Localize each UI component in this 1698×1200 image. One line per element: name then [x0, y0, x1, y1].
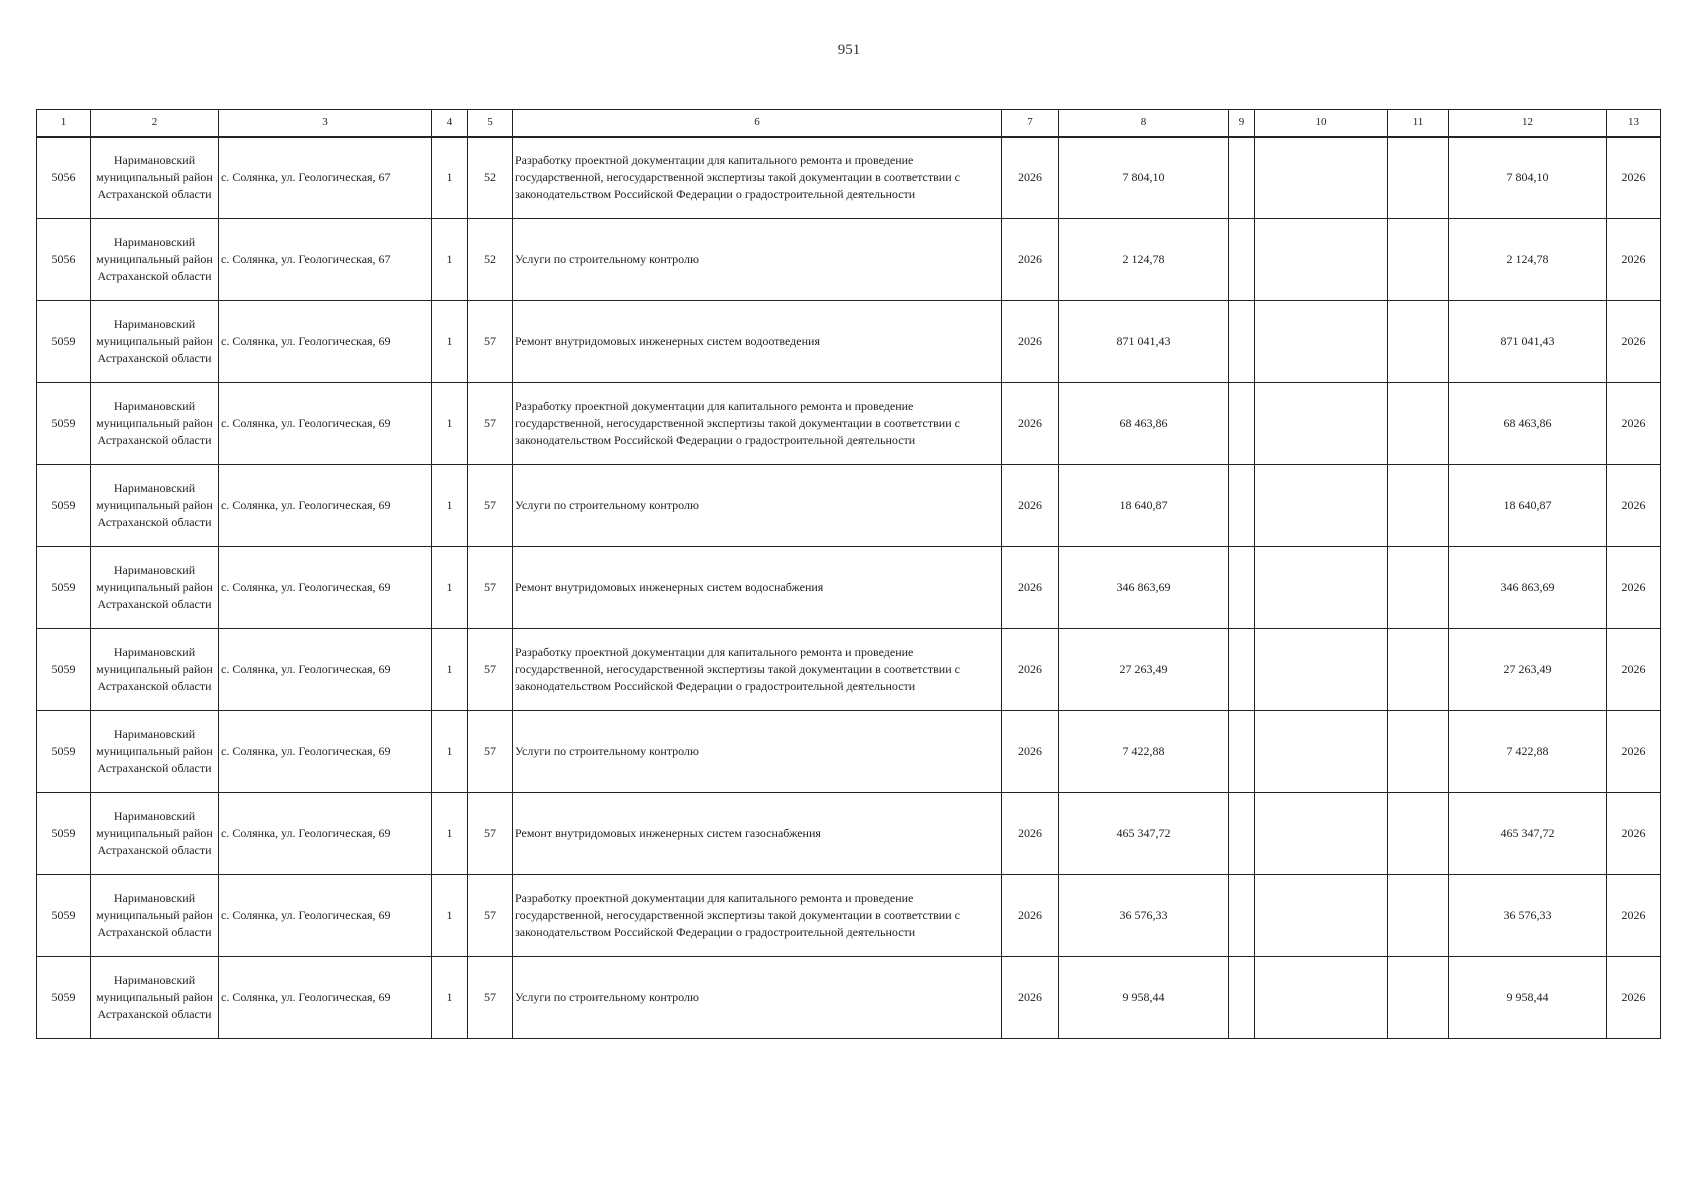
col9-cell — [1229, 547, 1255, 629]
col4-cell: 1 — [432, 137, 468, 219]
col10-cell — [1255, 301, 1388, 383]
total-cost-cell: 871 041,43 — [1059, 301, 1229, 383]
end-year-cell: 2026 — [1607, 547, 1661, 629]
col9-cell — [1229, 629, 1255, 711]
col5-cell: 57 — [468, 465, 513, 547]
fund-cost-cell: 68 463,86 — [1449, 383, 1607, 465]
total-cost-cell: 27 263,49 — [1059, 629, 1229, 711]
table-row — [37, 383, 1661, 465]
address-cell: с. Солянка, ул. Геологическая, 69 — [219, 957, 432, 1039]
col11-cell — [1388, 137, 1449, 219]
column-header: 3 — [219, 110, 432, 137]
work-type-cell: Ремонт внутридомовых инженерных систем водоотведения — [513, 301, 1002, 383]
fund-cost-cell: 346 863,69 — [1449, 547, 1607, 629]
col5-cell: 57 — [468, 547, 513, 629]
municipality-cell: Наримановский муниципальный район Астраханской области — [91, 957, 219, 1039]
year-cell: 2026 — [1002, 875, 1059, 957]
year-cell: 2026 — [1002, 137, 1059, 219]
record-id-cell: 5056 — [37, 137, 91, 219]
col9-cell — [1229, 465, 1255, 547]
address-cell: с. Солянка, ул. Геологическая, 67 — [219, 219, 432, 301]
total-cost-cell: 68 463,86 — [1059, 383, 1229, 465]
col10-cell — [1255, 137, 1388, 219]
total-cost-cell: 7 422,88 — [1059, 711, 1229, 793]
column-header: 5 — [468, 110, 513, 137]
col11-cell — [1388, 465, 1449, 547]
total-cost-cell: 7 804,10 — [1059, 137, 1229, 219]
col11-cell — [1388, 957, 1449, 1039]
header-row — [37, 110, 1661, 137]
fund-cost-cell: 36 576,33 — [1449, 875, 1607, 957]
end-year-cell: 2026 — [1607, 465, 1661, 547]
col5-cell: 52 — [468, 219, 513, 301]
record-id-cell: 5056 — [37, 219, 91, 301]
municipality-cell: Наримановский муниципальный район Астраханской области — [91, 301, 219, 383]
record-id-cell: 5059 — [37, 383, 91, 465]
year-cell: 2026 — [1002, 711, 1059, 793]
work-type-cell: Ремонт внутридомовых инженерных систем водоснабжения — [513, 547, 1002, 629]
work-type-cell: Услуги по строительному контролю — [513, 219, 1002, 301]
year-cell: 2026 — [1002, 465, 1059, 547]
year-cell: 2026 — [1002, 629, 1059, 711]
col4-cell: 1 — [432, 629, 468, 711]
col5-cell: 57 — [468, 629, 513, 711]
table-body — [37, 137, 1661, 1039]
record-id-cell: 5059 — [37, 957, 91, 1039]
col9-cell — [1229, 137, 1255, 219]
year-cell: 2026 — [1002, 219, 1059, 301]
total-cost-cell: 9 958,44 — [1059, 957, 1229, 1039]
col9-cell — [1229, 875, 1255, 957]
col9-cell — [1229, 711, 1255, 793]
table-header — [37, 110, 1661, 137]
table-row — [37, 137, 1661, 219]
end-year-cell: 2026 — [1607, 957, 1661, 1039]
address-cell: с. Солянка, ул. Геологическая, 69 — [219, 793, 432, 875]
work-type-cell: Услуги по строительному контролю — [513, 957, 1002, 1039]
municipality-cell: Наримановский муниципальный район Астраханской области — [91, 465, 219, 547]
col4-cell: 1 — [432, 957, 468, 1039]
repair-plan-table — [36, 109, 1661, 1039]
col10-cell — [1255, 711, 1388, 793]
col10-cell — [1255, 383, 1388, 465]
table-row — [37, 547, 1661, 629]
col11-cell — [1388, 301, 1449, 383]
col11-cell — [1388, 711, 1449, 793]
record-id-cell: 5059 — [37, 793, 91, 875]
table-row — [37, 957, 1661, 1039]
end-year-cell: 2026 — [1607, 137, 1661, 219]
col10-cell — [1255, 219, 1388, 301]
col4-cell: 1 — [432, 465, 468, 547]
municipality-cell: Наримановский муниципальный район Астраханской области — [91, 219, 219, 301]
col9-cell — [1229, 219, 1255, 301]
year-cell: 2026 — [1002, 383, 1059, 465]
col5-cell: 57 — [468, 711, 513, 793]
column-header: 6 — [513, 110, 1002, 137]
record-id-cell: 5059 — [37, 875, 91, 957]
fund-cost-cell: 7 422,88 — [1449, 711, 1607, 793]
end-year-cell: 2026 — [1607, 383, 1661, 465]
col11-cell — [1388, 629, 1449, 711]
column-header: 13 — [1607, 110, 1661, 137]
col11-cell — [1388, 875, 1449, 957]
fund-cost-cell: 7 804,10 — [1449, 137, 1607, 219]
municipality-cell: Наримановский муниципальный район Астраханской области — [91, 137, 219, 219]
fund-cost-cell: 27 263,49 — [1449, 629, 1607, 711]
municipality-cell: Наримановский муниципальный район Астраханской области — [91, 711, 219, 793]
col5-cell: 57 — [468, 383, 513, 465]
municipality-cell: Наримановский муниципальный район Астраханской области — [91, 629, 219, 711]
col4-cell: 1 — [432, 875, 468, 957]
end-year-cell: 2026 — [1607, 793, 1661, 875]
column-header: 12 — [1449, 110, 1607, 137]
col4-cell: 1 — [432, 793, 468, 875]
column-header: 7 — [1002, 110, 1059, 137]
address-cell: с. Солянка, ул. Геологическая, 67 — [219, 137, 432, 219]
column-header: 8 — [1059, 110, 1229, 137]
work-type-cell: Разработку проектной документации для капитального ремонта и проведение государственной, негосударственной экспертизы такой документации в соответствии с законодательством Российской Федерации о градостроительной деятельности — [513, 629, 1002, 711]
col11-cell — [1388, 547, 1449, 629]
record-id-cell: 5059 — [37, 629, 91, 711]
address-cell: с. Солянка, ул. Геологическая, 69 — [219, 301, 432, 383]
total-cost-cell: 18 640,87 — [1059, 465, 1229, 547]
col5-cell: 52 — [468, 137, 513, 219]
record-id-cell: 5059 — [37, 547, 91, 629]
total-cost-cell: 346 863,69 — [1059, 547, 1229, 629]
col9-cell — [1229, 957, 1255, 1039]
end-year-cell: 2026 — [1607, 219, 1661, 301]
fund-cost-cell: 871 041,43 — [1449, 301, 1607, 383]
col10-cell — [1255, 465, 1388, 547]
fund-cost-cell: 9 958,44 — [1449, 957, 1607, 1039]
fund-cost-cell: 465 347,72 — [1449, 793, 1607, 875]
work-type-cell: Ремонт внутридомовых инженерных систем газоснабжения — [513, 793, 1002, 875]
col5-cell: 57 — [468, 301, 513, 383]
address-cell: с. Солянка, ул. Геологическая, 69 — [219, 629, 432, 711]
col5-cell: 57 — [468, 875, 513, 957]
address-cell: с. Солянка, ул. Геологическая, 69 — [219, 465, 432, 547]
year-cell: 2026 — [1002, 547, 1059, 629]
work-type-cell: Разработку проектной документации для капитального ремонта и проведение государственной, негосударственной экспертизы такой документации в соответствии с законодательством Российской Федерации о градостроительной деятельности — [513, 137, 1002, 219]
work-type-cell: Услуги по строительному контролю — [513, 465, 1002, 547]
end-year-cell: 2026 — [1607, 629, 1661, 711]
col9-cell — [1229, 793, 1255, 875]
col10-cell — [1255, 875, 1388, 957]
col10-cell — [1255, 629, 1388, 711]
record-id-cell: 5059 — [37, 465, 91, 547]
column-header: 9 — [1229, 110, 1255, 137]
col9-cell — [1229, 383, 1255, 465]
total-cost-cell: 465 347,72 — [1059, 793, 1229, 875]
col4-cell: 1 — [432, 301, 468, 383]
address-cell: с. Солянка, ул. Геологическая, 69 — [219, 547, 432, 629]
year-cell: 2026 — [1002, 957, 1059, 1039]
end-year-cell: 2026 — [1607, 711, 1661, 793]
work-type-cell: Разработку проектной документации для капитального ремонта и проведение государственной, негосударственной экспертизы такой документации в соответствии с законодательством Российской Федерации о градостроительной деятельности — [513, 875, 1002, 957]
page-number: 951 — [837, 42, 861, 58]
col4-cell: 1 — [432, 219, 468, 301]
col10-cell — [1255, 547, 1388, 629]
record-id-cell: 5059 — [37, 711, 91, 793]
address-cell: с. Солянка, ул. Геологическая, 69 — [219, 875, 432, 957]
table-row — [37, 465, 1661, 547]
col4-cell: 1 — [432, 383, 468, 465]
fund-cost-cell: 18 640,87 — [1449, 465, 1607, 547]
municipality-cell: Наримановский муниципальный район Астраханской области — [91, 383, 219, 465]
end-year-cell: 2026 — [1607, 875, 1661, 957]
col5-cell: 57 — [468, 793, 513, 875]
end-year-cell: 2026 — [1607, 301, 1661, 383]
col11-cell — [1388, 793, 1449, 875]
address-cell: с. Солянка, ул. Геологическая, 69 — [219, 711, 432, 793]
col5-cell: 57 — [468, 957, 513, 1039]
municipality-cell: Наримановский муниципальный район Астраханской области — [91, 547, 219, 629]
col9-cell — [1229, 301, 1255, 383]
column-header: 4 — [432, 110, 468, 137]
column-header: 2 — [91, 110, 219, 137]
table-row — [37, 219, 1661, 301]
year-cell: 2026 — [1002, 793, 1059, 875]
total-cost-cell: 36 576,33 — [1059, 875, 1229, 957]
col4-cell: 1 — [432, 711, 468, 793]
table-row — [37, 875, 1661, 957]
col10-cell — [1255, 793, 1388, 875]
column-header: 11 — [1388, 110, 1449, 137]
total-cost-cell: 2 124,78 — [1059, 219, 1229, 301]
column-header: 1 — [37, 110, 91, 137]
table-row — [37, 793, 1661, 875]
table-row — [37, 301, 1661, 383]
municipality-cell: Наримановский муниципальный район Астраханской области — [91, 875, 219, 957]
table-row — [37, 711, 1661, 793]
address-cell: с. Солянка, ул. Геологическая, 69 — [219, 383, 432, 465]
work-type-cell: Услуги по строительному контролю — [513, 711, 1002, 793]
work-type-cell: Разработку проектной документации для капитального ремонта и проведение государственной, негосударственной экспертизы такой документации в соответствии с законодательством Российской Федерации о градостроительной деятельности — [513, 383, 1002, 465]
col10-cell — [1255, 957, 1388, 1039]
col4-cell: 1 — [432, 547, 468, 629]
fund-cost-cell: 2 124,78 — [1449, 219, 1607, 301]
year-cell: 2026 — [1002, 301, 1059, 383]
col11-cell — [1388, 383, 1449, 465]
column-header: 10 — [1255, 110, 1388, 137]
table-row — [37, 629, 1661, 711]
record-id-cell: 5059 — [37, 301, 91, 383]
col11-cell — [1388, 219, 1449, 301]
municipality-cell: Наримановский муниципальный район Астраханской области — [91, 793, 219, 875]
